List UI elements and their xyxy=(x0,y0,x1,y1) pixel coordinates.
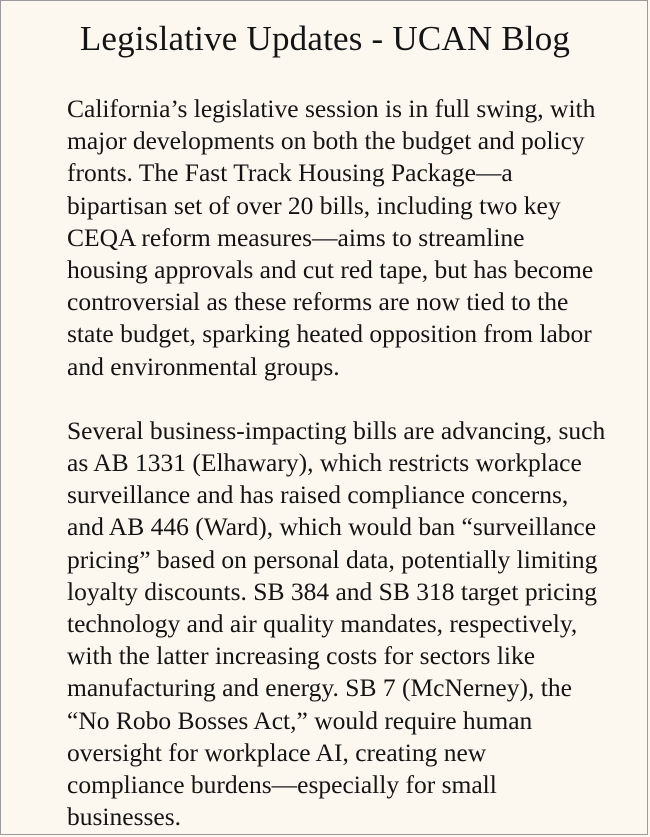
paragraph-business-bills: Several business-impacting bills are advancing, such as AB 1331 (Elhawary), which restricts workplace surveillance and has raised compliance concerns, and AB 446 (Ward), which would ban “surveillance pricing” based on personal data, potentially limiting loyalty discounts. SB 384 and SB 318 target pricing technology and air quality mandates, respectively, with the latter increasing costs for sectors like manufacturing and energy. SB 7 (McNerney), the “No Robo Bosses Act,” would require human oversight for workplace AI, creating new compliance burdens—especially for small businesses. xyxy=(67,415,606,832)
page-title: Legislative Updates - UCAN Blog xyxy=(79,19,571,58)
paragraph-housing-package: California’s legislative session is in full swing, with major developments on both the budget and policy fronts. The Fast Track Housing Package—a bipartisan set of over 20 bills, including two key CEQA reform measures—aims to streamline housing approvals and cut red tape, but has become controversial as these reforms are now tied to the state budget, sparking heated opposition from labor and environmental groups. xyxy=(67,94,596,381)
article-body xyxy=(67,93,607,833)
